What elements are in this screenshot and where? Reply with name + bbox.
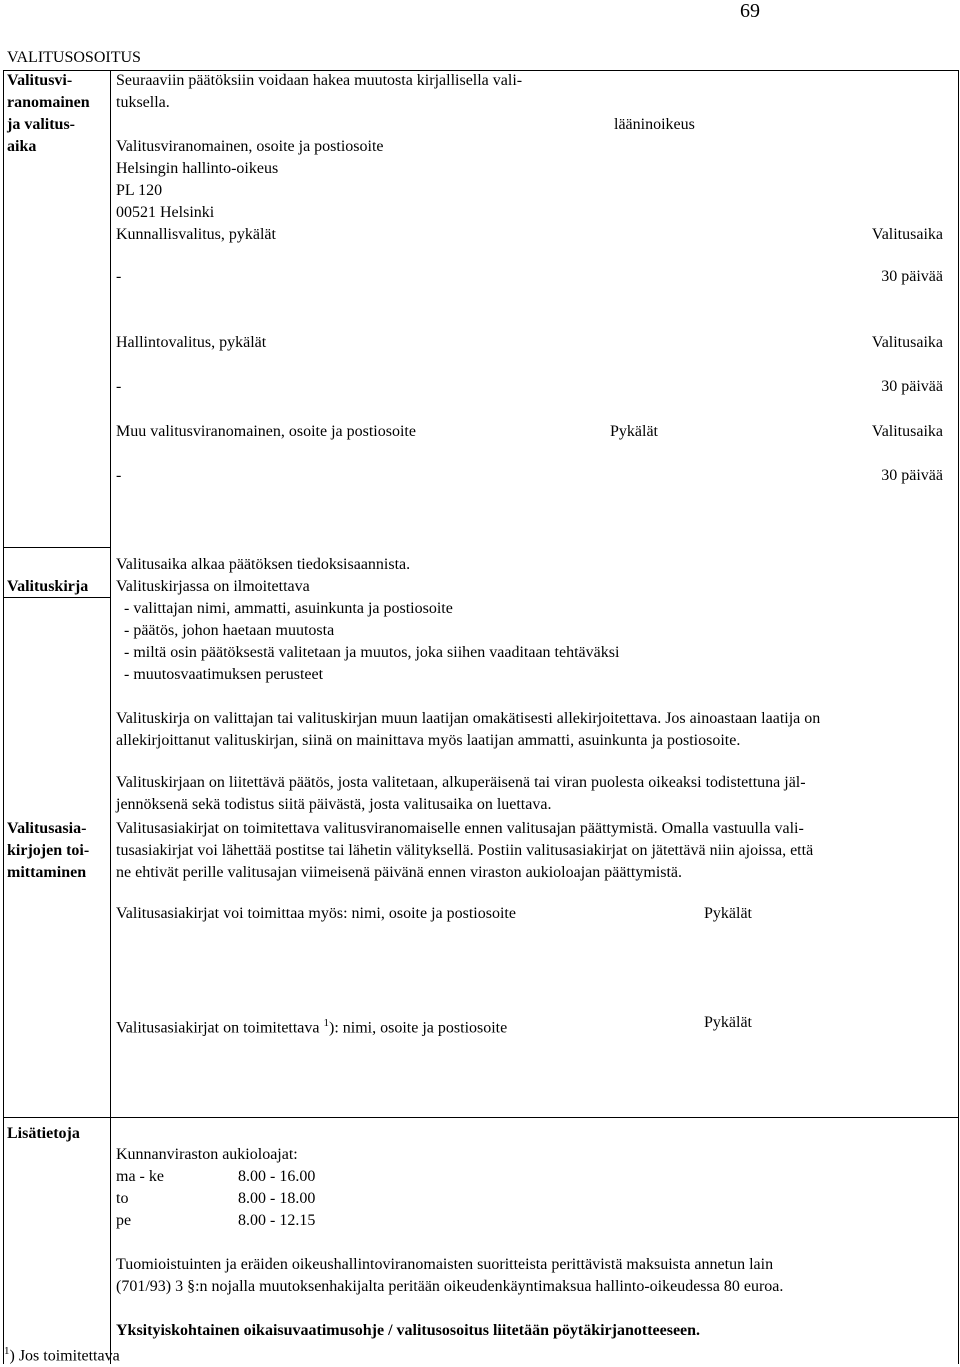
list-item: - muutosvaatimuksen perusteet <box>124 666 324 683</box>
intro-text: Seuraaviin päätöksiin voidaan hakea muutosta kirjallisella vali- tuksella. <box>116 72 523 111</box>
court-type: lääninoikeus <box>614 116 695 133</box>
row-muu-pykalat: Pykälät <box>610 423 658 440</box>
row-kunnallisvalitus-period-label: Valitusaika <box>871 226 943 243</box>
table-bottom-border <box>3 1117 959 1118</box>
signature-paragraph: Valituskirja on valittajan tai valituskirjan muun laatijan omakätisesti allekirjoitettava. Jos ainoastaan laatija on allekirjoittanut valituskirjan, siinä on mainittava myös laatijan ammatti, asuinkunta ja postiosoite. <box>116 710 821 749</box>
row-hallintovalitus-period-label: Valitusaika <box>871 334 943 351</box>
row-kunnallisvalitus-label: Kunnallisvalitus, pykälät <box>116 226 276 243</box>
office-hours-time: 8.00 - 16.00 <box>238 1168 316 1185</box>
row-kunnallisvalitus-dash: - <box>116 268 122 285</box>
row-divider-1 <box>3 547 111 548</box>
attachment-paragraph: Valituskirjaan on liitettävä päätös, josta valitetaan, alkuperäisenä tai viran puolesta oikeaksi todistettuna jäl- jennöksenä sekä todistus siitä päivästä, josta valitusaika on luettava. <box>116 774 806 813</box>
delivery-also-text: Valitusasiakirjat voi toimittaa myös: nimi, osoite ja postiosoite <box>116 905 516 922</box>
office-hours-title: Kunnanviraston aukioloajat: <box>116 1146 298 1163</box>
delivery-must-text: Valitusasiakirjat on toimitettava $^1$): nimi, osoite ja postiosoite <box>116 1017 508 1037</box>
authority-city: 00521 Helsinki <box>116 204 215 221</box>
office-hours-row: to <box>116 1190 129 1207</box>
office-hours-time: 8.00 - 12.15 <box>238 1212 316 1229</box>
label-lisatietoja: Lisätietoja <box>7 1125 80 1142</box>
footnote: $^1$) Jos toimitettava <box>4 1345 120 1365</box>
label-toimittaminen: Valitusasia- kirjojen toi- mittaminen <box>7 820 90 881</box>
row-muu-dash: - <box>116 467 122 484</box>
attachment-bold-note: Yksityiskohtainen oikaisuvaatimusohje / valitusosoitus liitetään pöytäkirjanotteeseen. <box>116 1322 701 1339</box>
row-kunnallisvalitus-period: 30 päivää <box>881 268 943 285</box>
office-hours-row: ma - ke <box>116 1168 164 1185</box>
table-left-border <box>3 70 4 1364</box>
authority-po-box: PL 120 <box>116 182 163 199</box>
row-hallintovalitus-label: Hallintovalitus, pykälät <box>116 334 267 351</box>
list-item: - valittajan nimi, ammatti, asuinkunta ja postiosoite <box>124 600 453 617</box>
row-muu-period-label: Valitusaika <box>871 423 943 440</box>
appeal-start-note: Valitusaika alkaa päätöksen tiedoksisaannista. <box>116 556 411 573</box>
row-muu-period: 30 päivää <box>881 467 943 484</box>
table-column-divider <box>110 70 111 1364</box>
delivery-paragraph: Valitusasiakirjat on toimitettava valitusviranomaiselle ennen valitusajan päättymistä. Omalla vastuulla vali- tusasiakirjat voi lähettää postitse tai lähetin välityksellä. Postiin valitusasiakirjat on jätettävä niin ajoissa, että ne ehtivät perille valitusajan viimeisenä päivänä ennen viraston aukioloajan päättymistä. <box>116 820 814 881</box>
authority-name: Helsingin hallinto-oikeus <box>116 160 279 177</box>
list-item: - päätös, johon haetaan muutosta <box>124 622 335 639</box>
delivery-also-pykalat: Pykälät <box>704 905 752 922</box>
list-item: - miltä osin päätöksestä valitetaan ja muutos, joka siihen vaaditaan tehtäväksi <box>124 644 620 661</box>
label-valitusviranomainen: Valitusvi- ranomainen ja valitus- aika <box>7 72 90 155</box>
fee-note: Tuomioistuinten ja eräiden oikeushallintoviranomaisten suoritteista perittävistä maksuista annetun lain (701/93) 3 §:n nojalla muutoksenhakijalta peritään oikeudenkäyntimaksua hallinto-oikeudessa 80 euroa. <box>116 1256 784 1295</box>
page-number: 69 <box>740 0 760 22</box>
row-hallintovalitus-period: 30 päivää <box>881 378 943 395</box>
valituskirja-heading: Valituskirjassa on ilmoitettava <box>116 578 310 595</box>
valituskirja-items <box>124 598 619 686</box>
document-title: VALITUSOSOITUS <box>7 49 141 66</box>
authority-heading: Valitusviranomainen, osoite ja postiosoite <box>116 138 384 155</box>
row-hallintovalitus-dash: - <box>116 378 122 395</box>
office-hours-time: 8.00 - 18.00 <box>238 1190 316 1207</box>
row-muu-label: Muu valitusviranomainen, osoite ja postiosoite <box>116 423 416 440</box>
office-hours-row: pe <box>116 1212 132 1229</box>
delivery-must-pykalat: Pykälät <box>704 1014 752 1031</box>
table-right-border <box>958 70 959 1364</box>
label-valituskirja: Valituskirja <box>7 578 89 595</box>
